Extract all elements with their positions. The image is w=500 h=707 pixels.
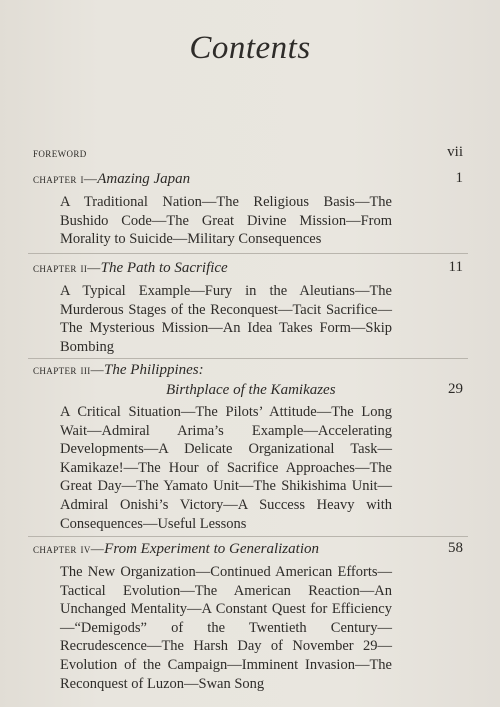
chapter-title: The Philippines: [104,362,204,378]
chapter-page: 1 [455,170,463,186]
chapter-page: 58 [448,540,463,556]
chapter-title: Amazing Japan [97,171,191,187]
chapter-label: chapter iii— [33,362,105,377]
chapter-title-continued: Birthplace of the Kamikazes [166,382,336,398]
toc-entry-chapter-3[interactable] [33,361,463,381]
chapter-label: chapter i— [33,171,98,186]
chapter-summary: A Typical Example—Fury in the Aleutians—The Murderous Stages of the Reconquest—Tacit Sacrifice—The Mysterious Mission—An Idea Takes Form—Skip Bombing [60,283,392,355]
chapter-title: From Experiment to Generalization [104,541,319,557]
foreword-page: vii [447,144,463,160]
chapter-label: chapter iv— [33,541,105,556]
chapter-page: 11 [448,259,463,275]
toc-entry-chapter-1[interactable] [33,170,463,190]
chapter-title: The Path to Sacrifice [100,260,228,276]
toc-entry-chapter-4[interactable] [33,540,463,560]
page-title: Contents [189,30,311,66]
chapter-label: chapter ii— [33,260,101,275]
divider [28,253,468,254]
chapter-summary: A Traditional Nation—The Religious Basis—The Bushido Code—The Great Divine Mission—From Morality to Suicide—Military Consequences [60,194,392,248]
toc-entry-chapter-2[interactable] [33,259,463,279]
toc-entry-chapter-3-line2 [33,381,463,401]
toc-entry-foreword[interactable] [33,144,463,164]
chapter-summary: A Critical Situation—The Pilots’ Attitude—The Long Wait—Admiral Arima’s Example—Accelerating Developments—A Delicate Organizational Task—Kamikaze!—The Hour of Sacrifice Approaches—The Great Day—The Yamato Unit—The Shikishima Unit—Admiral Onishi’s Victory—A Success Heavy with Consequences—Useful Lessons [60,404,392,532]
chapter-summary: The New Organization—Continued American Efforts—Tactical Evolution—The American Reaction—An Unchanged Mentality—A Constant Quest for Efficiency—“Demigods” of the Twentieth Century—Recrudescence—The Harsh Day of November 29—Evolution of the Campaign—Imminent Invasion—The Reconquest of Luzon—Swan Song [60,564,392,692]
divider [28,358,468,359]
chapter-page: 29 [448,381,463,397]
divider [28,536,468,537]
foreword-label: foreword [33,145,87,160]
